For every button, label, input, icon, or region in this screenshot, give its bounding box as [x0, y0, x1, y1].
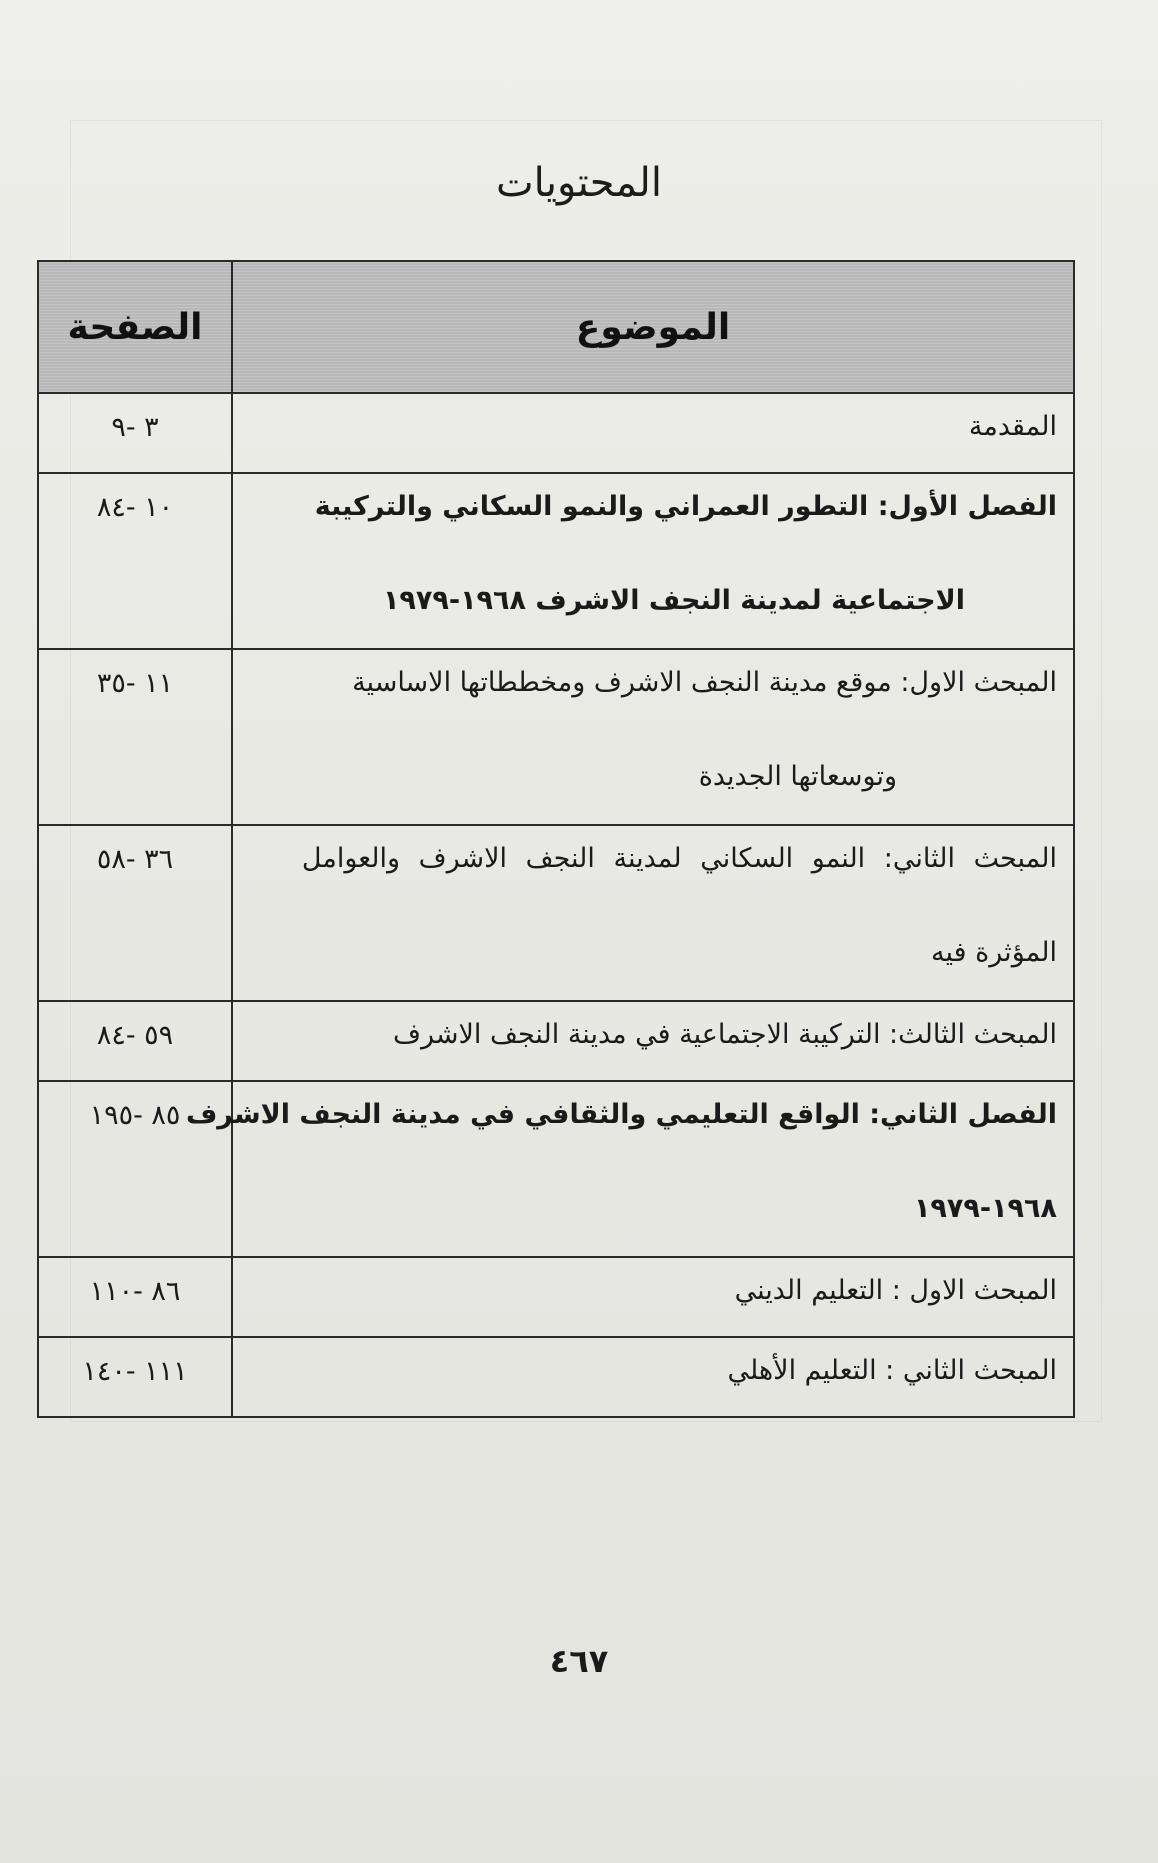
topic-line: المؤثرة فيه — [931, 937, 1057, 968]
table-row — [38, 1257, 1074, 1337]
page-range: ٨٥ -١٩٥ — [38, 1081, 232, 1257]
page-number: ٤٦٧ — [549, 1642, 609, 1680]
topic-cell — [232, 1337, 1074, 1417]
page-range: ٣٦ -٥٨ — [38, 825, 232, 1001]
topic-line: وتوسعاتها الجديدة — [698, 761, 897, 792]
topic-cell — [232, 825, 1074, 1001]
table-row — [38, 649, 1074, 825]
topic-cell — [232, 1257, 1074, 1337]
topic-cell — [185, 1081, 1074, 1257]
table-row — [38, 1337, 1074, 1417]
topic-line: الفصل الأول: التطور العمراني والنمو السكاني والتركيبة — [314, 491, 1057, 522]
topic-line: ١٩٦٨-١٩٧٩ — [913, 1193, 1057, 1224]
topic-cell — [232, 473, 1074, 649]
topic-line: المبحث الاول: موقع مدينة النجف الاشرف ومخططاتها الاساسية — [352, 667, 1057, 698]
header-page: الصفحة — [38, 261, 232, 393]
page-range: ٨٦ -١١٠ — [38, 1257, 232, 1337]
table-row — [38, 1081, 1074, 1257]
page-range: ١١١ -١٤٠ — [38, 1337, 232, 1417]
table-header-row — [38, 261, 1074, 393]
page-range: ٥٩ -٨٤ — [38, 1001, 232, 1081]
topic-cell — [232, 649, 1074, 825]
topic-line: المبحث الاول : التعليم الديني — [734, 1275, 1057, 1306]
topic-cell — [232, 393, 1074, 473]
page-range: ١١ -٣٥ — [38, 649, 232, 825]
table-row — [38, 825, 1074, 1001]
topic-line: المقدمة — [968, 411, 1057, 442]
page-range: ٣ -٩ — [38, 393, 232, 473]
header-topic: الموضوع — [232, 261, 1074, 393]
topic-line: الاجتماعية لمدينة النجف الاشرف ١٩٦٨-١٩٧٩ — [382, 585, 965, 616]
table-row — [38, 393, 1074, 473]
topic-line: المبحث الثاني: النمو السكاني لمدينة النجف الاشرف والعوامل — [301, 843, 1057, 874]
page-range: ١٠ -٨٤ — [38, 473, 232, 649]
topic-line: المبحث الثاني : التعليم الأهلي — [727, 1355, 1057, 1386]
page-title: المحتويات — [496, 160, 662, 206]
topic-line: المبحث الثالث: التركيبة الاجتماعية في مدينة النجف الاشرف — [393, 1019, 1057, 1050]
table-row — [38, 1001, 1074, 1081]
contents-table — [37, 260, 1075, 1418]
topic-line: الفصل الثاني: الواقع التعليمي والثقافي في مدينة النجف الاشرف — [185, 1099, 1057, 1130]
table-row — [38, 473, 1074, 649]
topic-cell — [232, 1001, 1074, 1081]
